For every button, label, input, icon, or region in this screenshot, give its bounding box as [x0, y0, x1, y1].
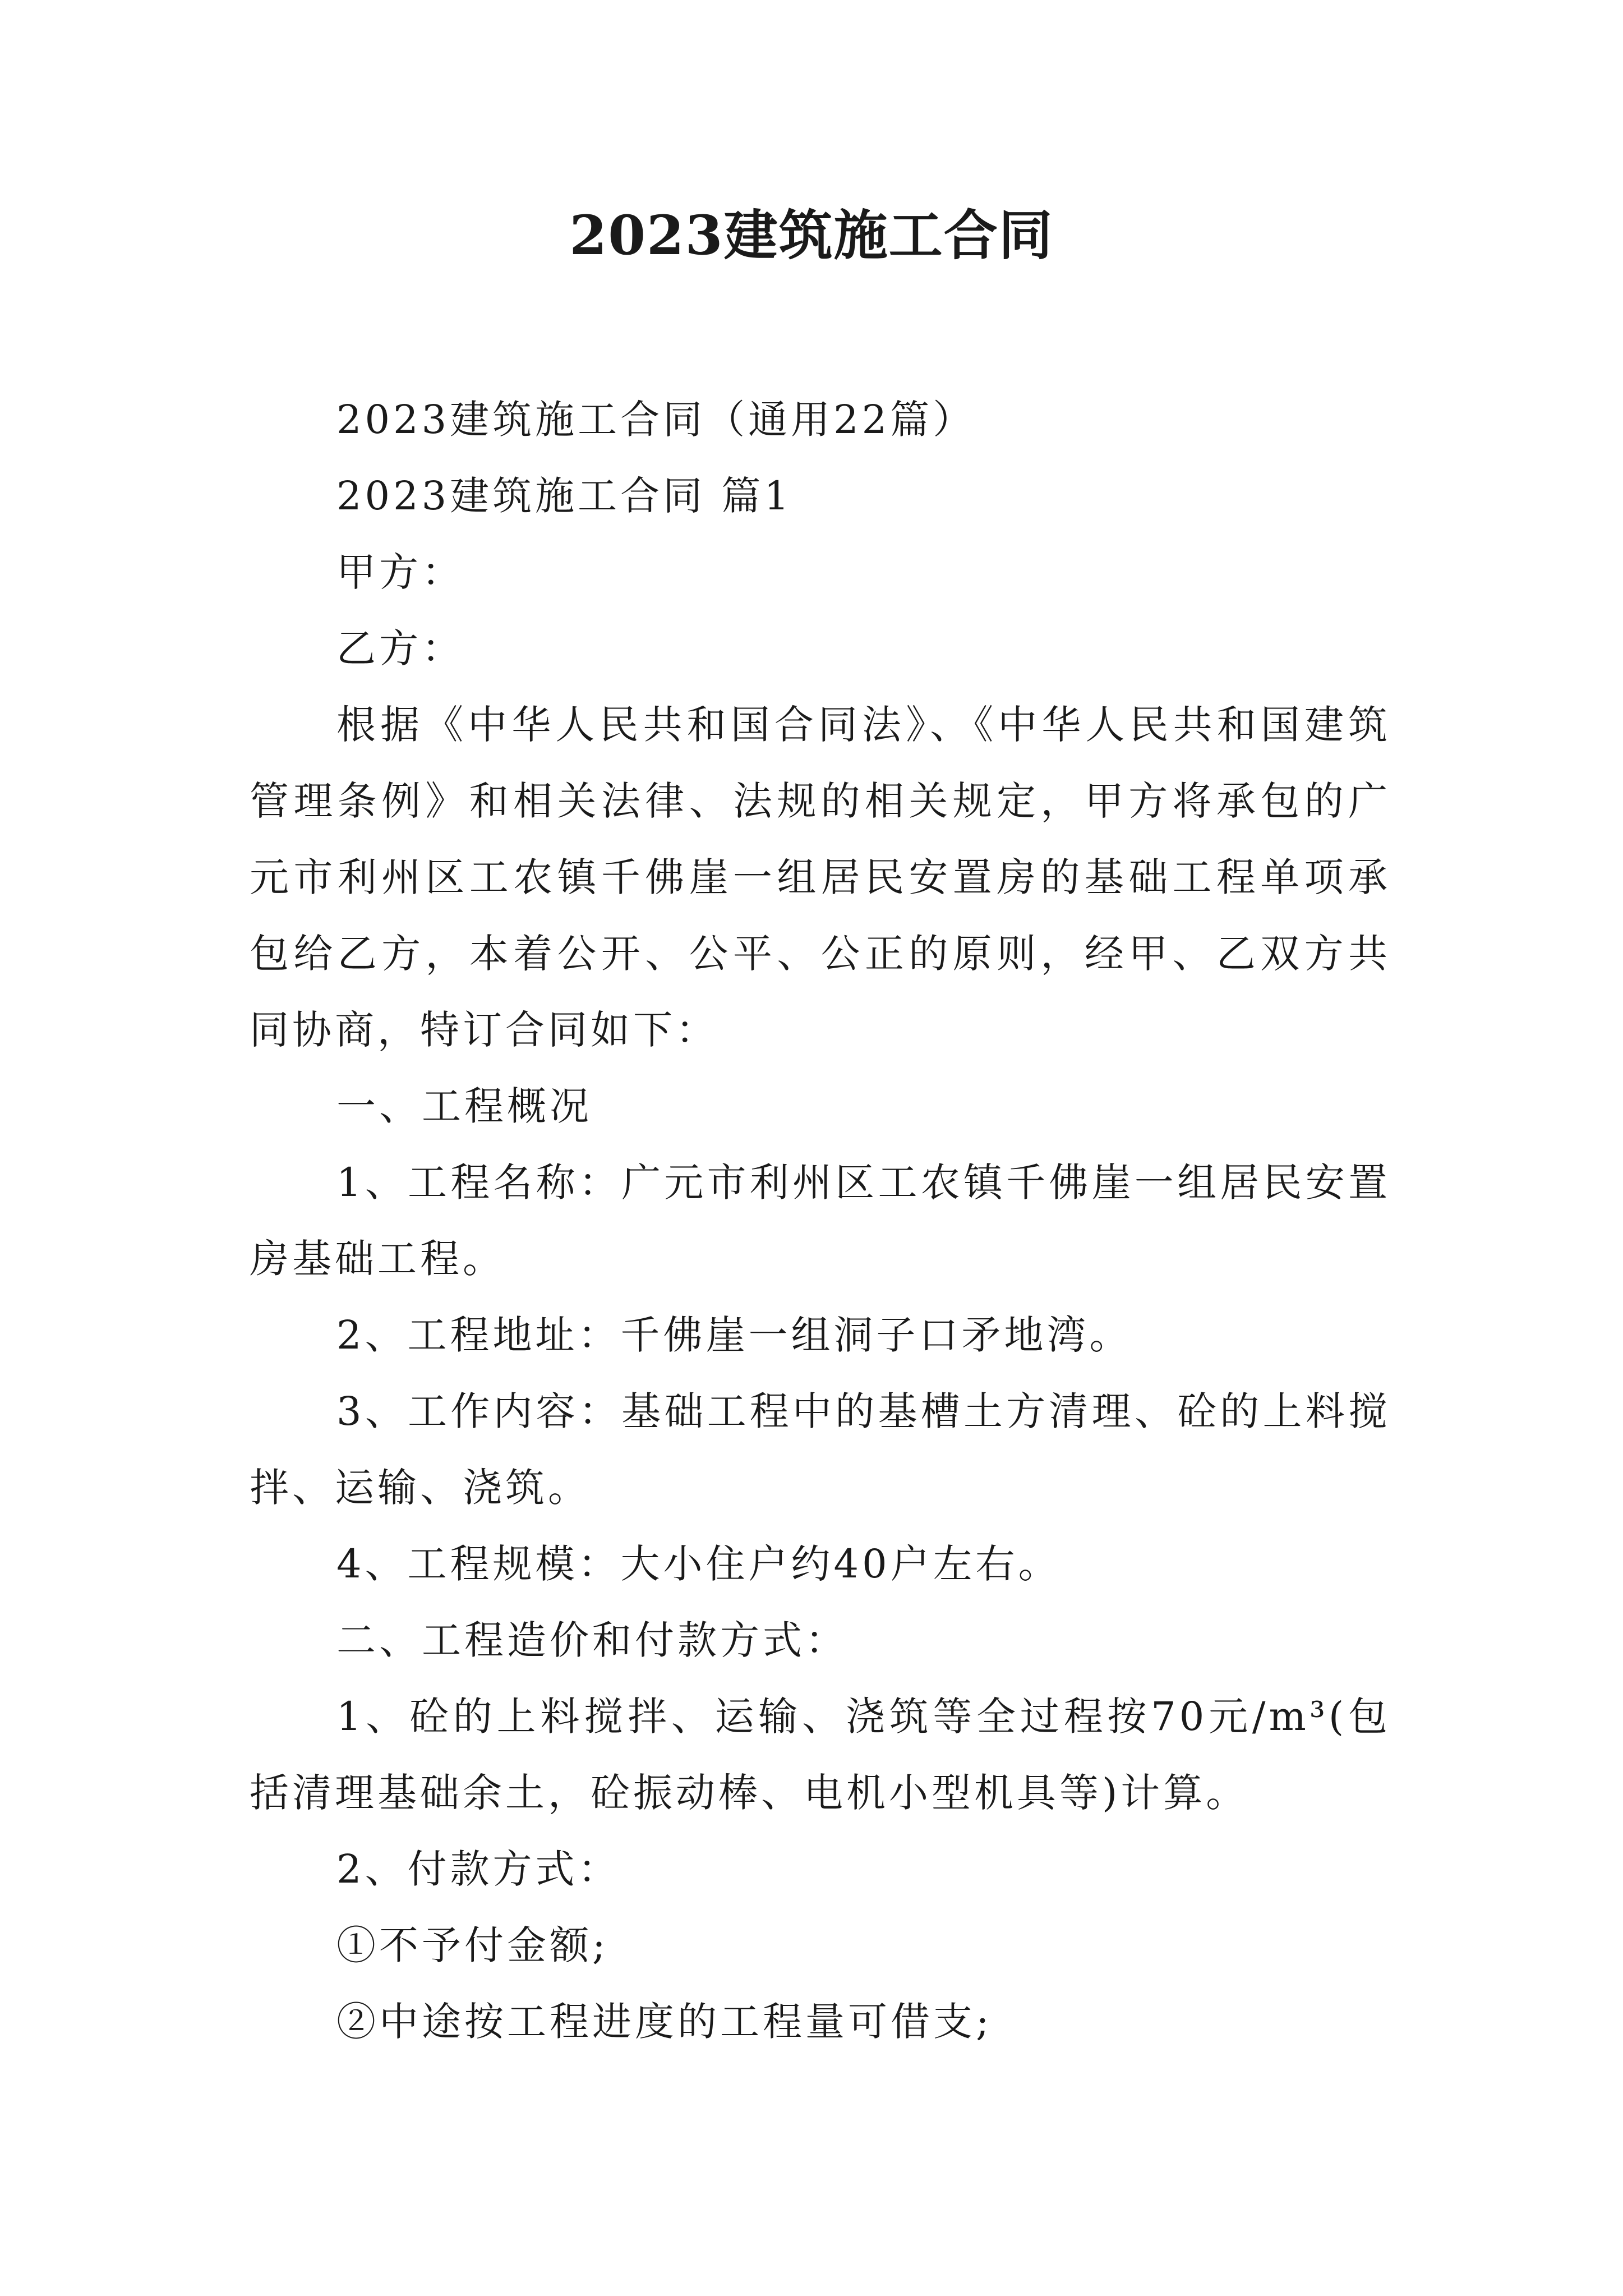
document-title: 2023建筑施工合同 [569, 204, 1054, 267]
paragraph-party-b: 乙方： [336, 625, 464, 671]
paragraph-project-overview-heading: 一、工程概况 [336, 1083, 592, 1129]
paragraph-project-address: 2、工程地址：千佛崖一组洞子口矛地湾。 [336, 1312, 1132, 1358]
paragraph-work-content: 3、工作内容：基础工程中的基槽土方清理、砼的上料搅拌、运输、浇筑。 [250, 1388, 1391, 1511]
paragraph-payment-item-2: ②中途按工程进度的工程量可借支; [336, 1999, 993, 2045]
paragraph-preamble: 根据《中华人民共和国合同法》、《中华人民共和国建筑管理条例》和相关法律、法规的相关规定，甲方将承包的广元市利州区工农镇千佛崖一组居民安置房的基础工程单项承包给乙方，本着公开、公平、公正的原则，经甲、乙双方共同协商，特订合同如下： [250, 702, 1391, 1053]
paragraph-cost-heading: 二、工程造价和付款方式： [336, 1617, 848, 1663]
paragraph-payment-heading: 2、付款方式： [336, 1846, 621, 1892]
paragraph-party-a: 甲方： [336, 549, 464, 595]
paragraph-section-heading: 2023建筑施工合同 篇1 [336, 473, 792, 519]
paragraph-subtitle: 2023建筑施工合同（通用22篇） [336, 397, 976, 443]
paragraph-project-scale: 4、工程规模：大小住户约40户左右。 [336, 1541, 1061, 1587]
document-body [250, 381, 1391, 2060]
paragraph-cost-rate: 1、砼的上料搅拌、运输、浇筑等全过程按70元/m³(包括清理基础余土，砼振动棒、电机小型机具等)计算。 [250, 1694, 1391, 1816]
paragraph-payment-item-1: ①不予付金额; [336, 1922, 609, 1968]
paragraph-project-name: 1、工程名称：广元市利州区工农镇千佛崖一组居民安置房基础工程。 [250, 1159, 1391, 1282]
